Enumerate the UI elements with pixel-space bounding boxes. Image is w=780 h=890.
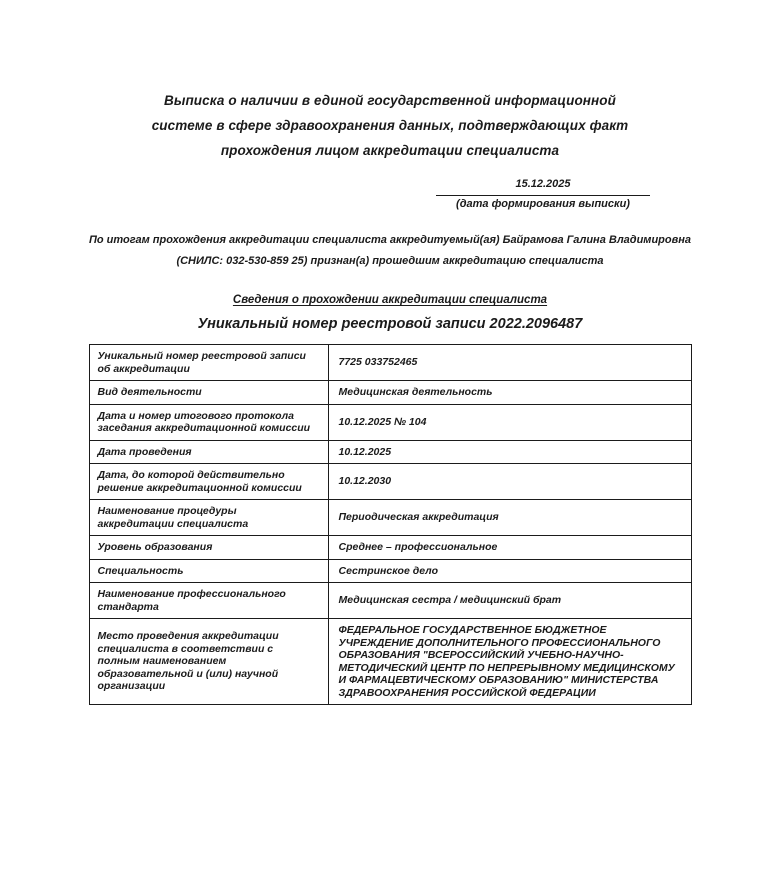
row-value: 10.12.2030 [328, 464, 691, 500]
row-label: Место проведения аккредитации специалиста в соответствии с полным наименованием образовательной и (или) научной организации [89, 619, 328, 705]
table-row [89, 464, 691, 500]
document-title [0, 88, 780, 163]
row-label: Наименование профессионального стандарта [89, 583, 328, 619]
table-row [89, 381, 691, 405]
row-value: Среднее – профессиональное [328, 536, 691, 560]
document-title-line-1: Выписка о наличии в единой государственной информационной [163, 93, 616, 108]
registry-number-heading: Уникальный номер реестровой записи 2022.2096487 [197, 316, 583, 332]
extract-date: 15.12.2025 [436, 178, 650, 196]
row-value: Периодическая аккредитация [328, 500, 691, 536]
row-value: 10.12.2025 № 104 [328, 404, 691, 440]
table-row [89, 559, 691, 583]
row-value: Сестринское дело [328, 559, 691, 583]
row-value: ФЕДЕРАЛЬНОЕ ГОСУДАРСТВЕННОЕ БЮДЖЕТНОЕ УЧРЕЖДЕНИЕ ДОПОЛНИТЕЛЬНОГО ПРОФЕССИОНАЛЬНОГО ОБРАЗОВАНИЯ "ВСЕРОССИЙСКИЙ УЧЕБНО-НАУЧНО-МЕТОДИЧЕСКИЙ ЦЕНТР ПО НЕПРЕРЫВНОМУ МЕДИЦИНСКОМУ И ФАРМАЦЕВТИЧЕСКОМУ ОБРАЗОВАНИЮ" МИНИСТЕРСТВА ЗДРАВООХРАНЕНИЯ РОССИЙСКОЙ ФЕДЕРАЦИИ [328, 619, 691, 705]
table-row [89, 619, 691, 705]
accreditation-details-table-body [89, 345, 691, 705]
table-row [89, 500, 691, 536]
row-label: Дата проведения [89, 440, 328, 464]
row-value: Медицинская деятельность [328, 381, 691, 405]
document-title-line-2: системе в сфере здравоохранения данных, подтверждающих факт [151, 118, 629, 133]
row-value: 7725 033752465 [328, 345, 691, 381]
row-label: Дата и номер итогового протокола заседания аккредитационной комиссии [89, 404, 328, 440]
accreditation-details-table [89, 344, 692, 705]
row-label: Уникальный номер реестровой записи об аккредитации [89, 345, 328, 381]
row-label: Наименование процедуры аккредитации специалиста [89, 500, 328, 536]
row-label: Дата, до которой действительно решение аккредитационной комиссии [89, 464, 328, 500]
row-value: 10.12.2025 [328, 440, 691, 464]
table-row [89, 345, 691, 381]
extract-date-block [436, 178, 650, 211]
row-label: Специальность [89, 559, 328, 583]
row-label: Уровень образования [89, 536, 328, 560]
document-title-line-3: прохождения лицом аккредитации специалиста [220, 143, 560, 158]
extract-date-caption: (дата формирования выписки) [456, 198, 630, 210]
table-row [89, 583, 691, 619]
row-value: Медицинская сестра / медицинский брат [328, 583, 691, 619]
table-row [89, 440, 691, 464]
accreditation-result-paragraph: По итогам прохождения аккредитации специалиста аккредитуемый(ая) Байрамова Галина Владимировна (СНИЛС: 032-530-859 25) признан(а) прошедшим аккредитацию специалиста [88, 234, 692, 267]
section-subtitle: Сведения о прохождении аккредитации специалиста [232, 294, 548, 306]
table-row [89, 404, 691, 440]
table-row [89, 536, 691, 560]
row-label: Вид деятельности [89, 381, 328, 405]
